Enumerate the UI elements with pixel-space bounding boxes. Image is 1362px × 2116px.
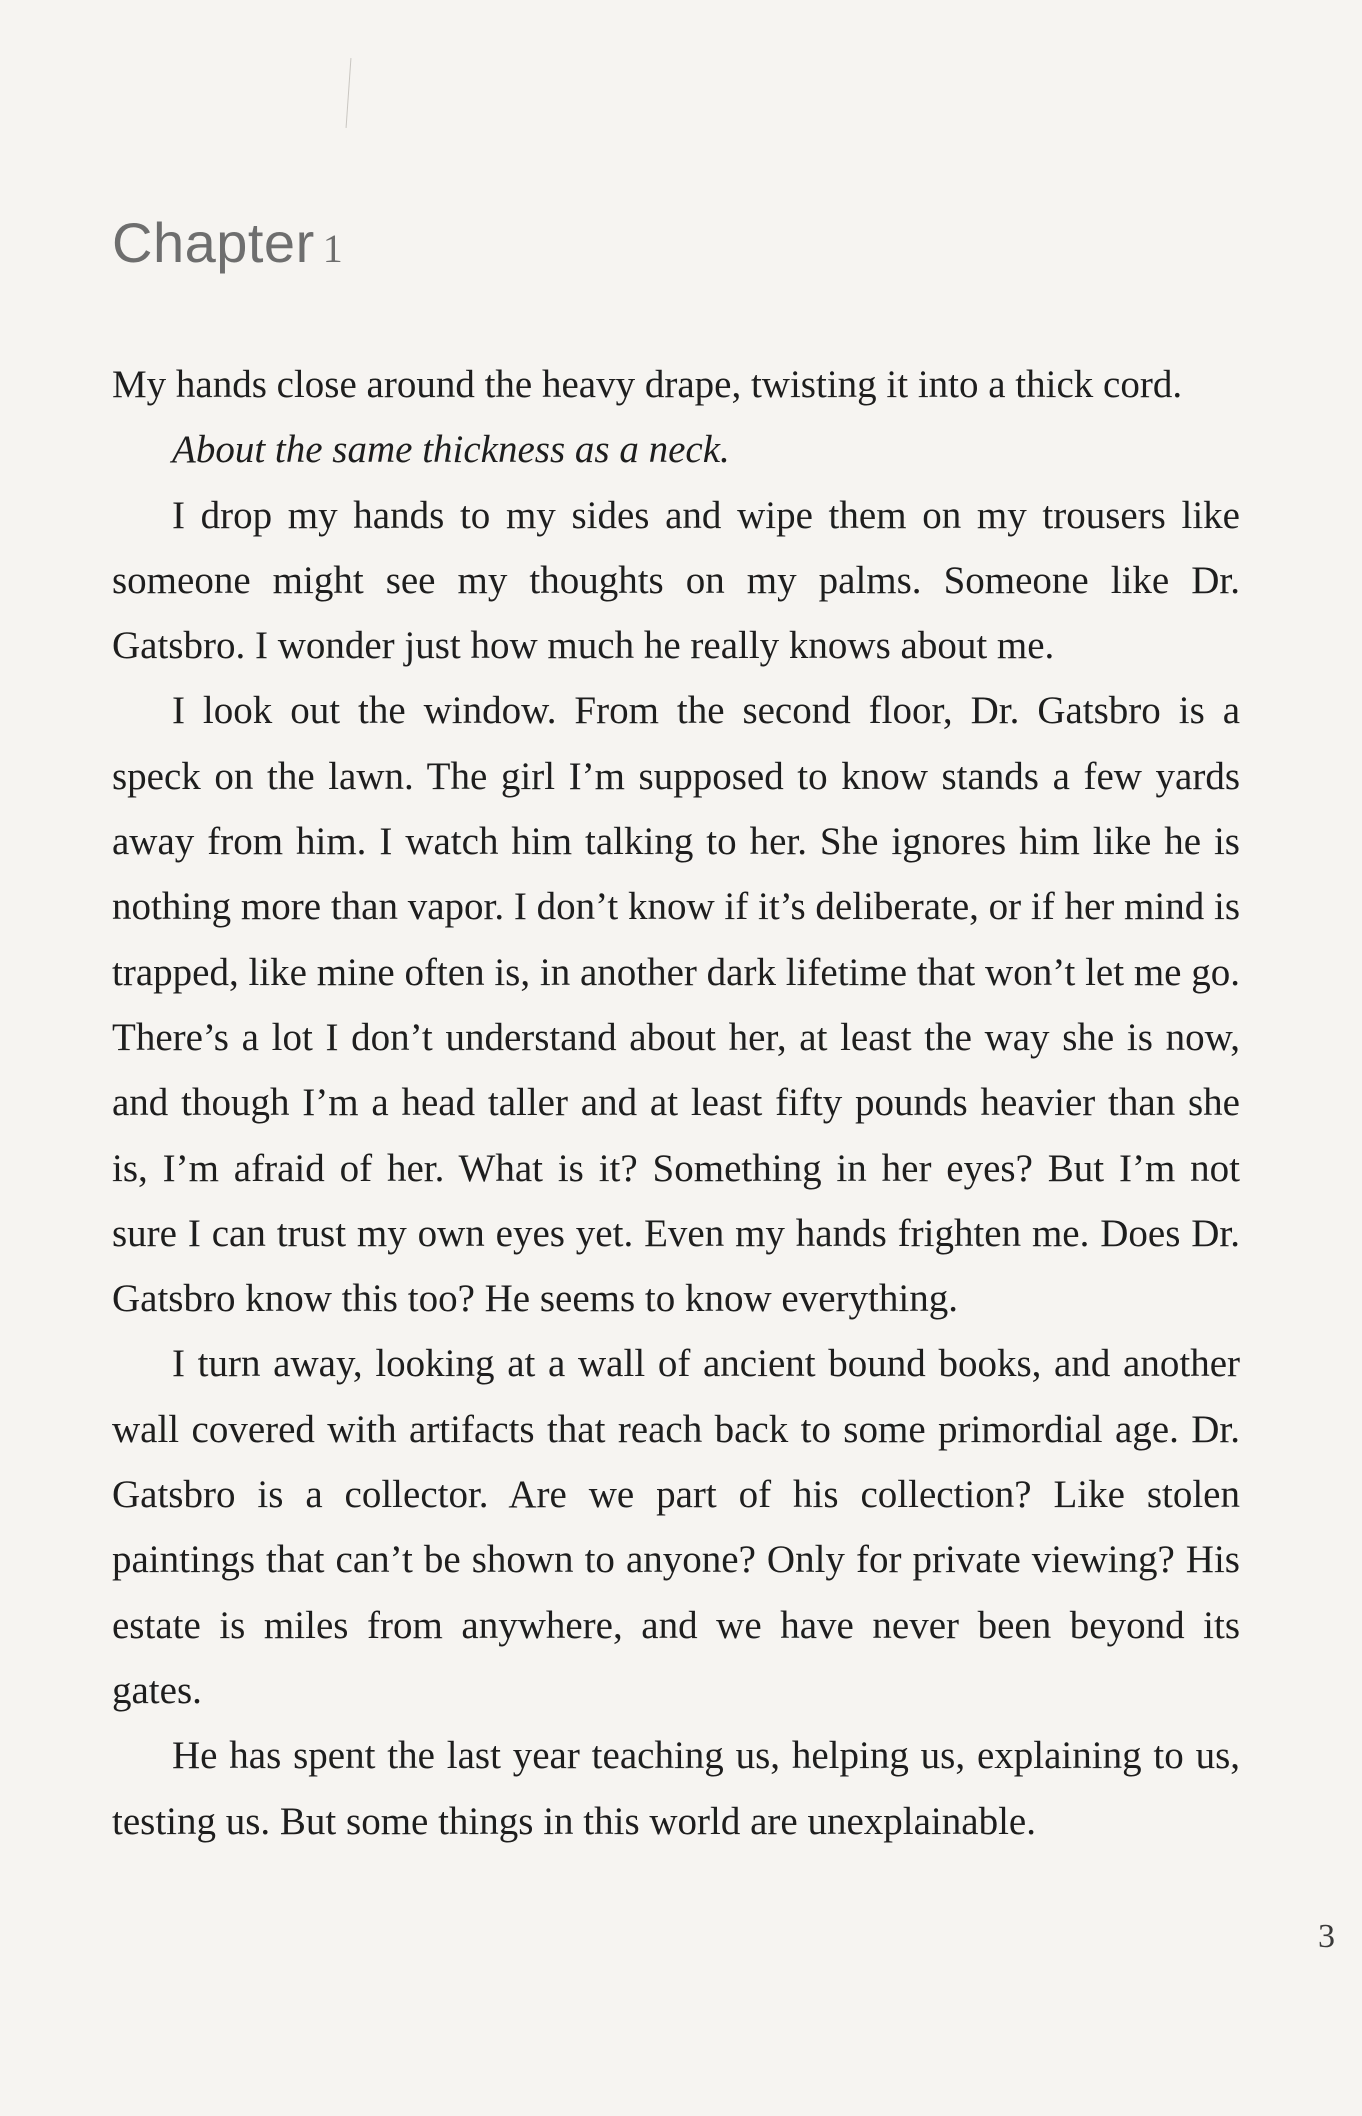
paragraph: I drop my hands to my sides and wipe them on my trousers like someone might see my thoughts on my palms. Someone like Dr. Gatsbro. I wonder just how much he really knows about me. [112,493,1240,668]
paragraph: I turn away, looking at a wall of ancient bound books, and another wall covered with artifacts that reach back to some primordial age. Dr. Gatsbro is a collector. Are we part of his collection? Like stolen paintings that can’t be shown to anyone? Only for private viewing? His estate is miles from anywhere, and we have never been beyond its gates. [112,1342,1240,1712]
italic-thought: About the same thickness as a neck. [172,428,730,472]
paragraph: My hands close around the heavy drape, twisting it into a thick cord. [112,363,1183,406]
body-text [112,352,1240,1854]
chapter-number: 1 [322,226,344,271]
paragraph: He has spent the last year teaching us, helping us, explaining to us, testing us. But some things in this world are unexplainable. [112,1734,1240,1843]
scan-mark [346,58,352,128]
chapter-heading [112,210,343,275]
paragraph: I look out the window. From the second floor, Dr. Gatsbro is a speck on the lawn. The girl I’m supposed to know stands a few yards away from him. I watch him talking to her. She ignores him like he is nothing more than vapor. I don’t know if it’s deliberate, or if her mind is trapped, like mine often is, in another dark lifetime that won’t let me go. There’s a lot I don’t understand about her, at least the way she is now, and though I’m a head taller and at least fifty pounds heavier than she is, I’m afraid of her. What is it? Something in her eyes? But I’m not sure I can trust my own eyes yet. Even my hands frighten me. Does Dr. Gatsbro know this too? He seems to know everything. [112,689,1240,1321]
chapter-label: Chapter [112,211,315,274]
page-number: 3 [1318,1918,1335,1955]
